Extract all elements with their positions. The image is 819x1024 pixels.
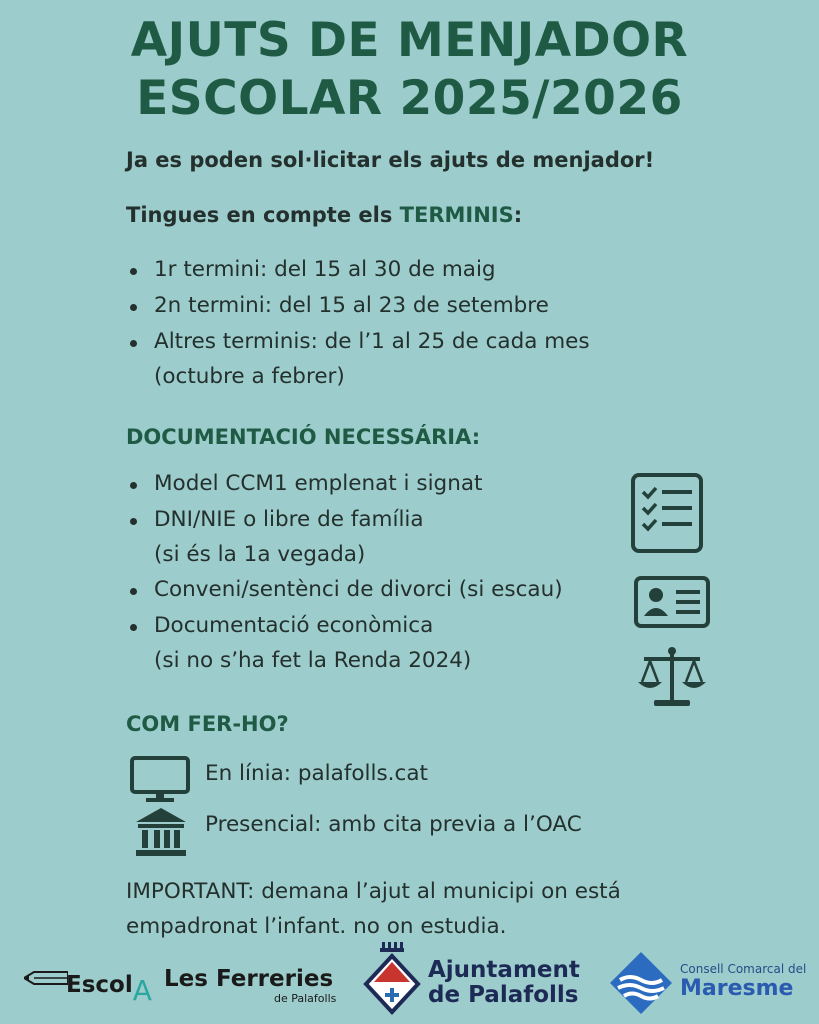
checklist-icon (630, 472, 704, 558)
list-item-text: 2n termini: del 15 al 23 de setembre (154, 293, 549, 318)
documentacio-heading: DOCUMENTACIÓ NECESSÁRIA: (126, 425, 481, 449)
escola-name-part: Escol (66, 972, 133, 998)
list-item-subtext: (si és la 1a vegada) (154, 542, 366, 567)
waves-diamond-icon (608, 950, 674, 1016)
list-item-text: Conveni/sentènci de divorci (si escau) (154, 577, 563, 602)
bank-building-icon (134, 806, 188, 862)
terminis-list (128, 252, 590, 394)
ajuntament-name-line-1: Ajuntament (428, 957, 580, 983)
documentacio-list (128, 466, 563, 678)
intro-text: Ja es poden sol·licitar els ajuts de menjador! (126, 148, 655, 172)
scale-icon (636, 646, 708, 714)
escola-name (66, 966, 152, 1007)
title-line-2: ESCOLAR 2025/2026 (136, 71, 683, 126)
list-item (128, 324, 590, 394)
terminis-heading (126, 203, 522, 227)
page-title (0, 12, 819, 128)
maresme-text: Maresme (680, 976, 794, 1001)
list-item (128, 288, 590, 324)
terminis-accent: TERMINIS (399, 203, 514, 227)
list-item (128, 572, 563, 608)
list-item (128, 608, 563, 678)
escola-name-letter: A (132, 974, 152, 1007)
monitor-icon (130, 756, 190, 808)
list-item-text: Documentació econòmica (154, 613, 434, 638)
important-note: IMPORTANT: demana l’ajut al municipi on está empadronat l’infant. no on estudia. (126, 879, 621, 939)
list-item-text: 1r termini: del 15 al 30 de maig (154, 257, 496, 282)
list-item-subtext: (si no s’ha fet la Renda 2024) (154, 648, 472, 673)
escola-subtitle: de Palafolls (274, 992, 337, 1005)
list-item (128, 252, 590, 288)
terminis-prefix: Tingues en compte els (126, 203, 400, 227)
list-item-text: Altres terminis: de l’1 al 25 de cada mes (154, 329, 590, 354)
pencil-icon (24, 970, 68, 986)
terminis-suffix: : (513, 203, 523, 227)
ferreries-name: Les Ferreries (164, 966, 334, 992)
com-heading: COM FER-HO? (126, 712, 289, 736)
list-item-text: Model CCM1 emplenat i signat (154, 471, 483, 496)
maresme-logo (608, 950, 808, 1020)
list-item (128, 502, 563, 572)
escola-logo (24, 962, 344, 1012)
id-card-icon (634, 576, 710, 632)
ajuntament-name-line-2: de Palafolls (428, 982, 579, 1008)
presencial-text: Presencial: amb cita previa a l’OAC (205, 812, 582, 837)
list-item (128, 466, 563, 502)
consell-text: Consell Comarcal del (680, 962, 807, 976)
coat-of-arms-icon (362, 940, 422, 1020)
online-text: En línia: palafolls.cat (205, 761, 428, 786)
list-item-subtext: (octubre a febrer) (154, 364, 345, 389)
ajuntament-name (428, 958, 580, 1008)
list-item-text: DNI/NIE o libre de família (154, 507, 424, 532)
title-line-1: AJUTS DE MENJADOR (130, 13, 689, 68)
ajuntament-logo (362, 940, 580, 1020)
